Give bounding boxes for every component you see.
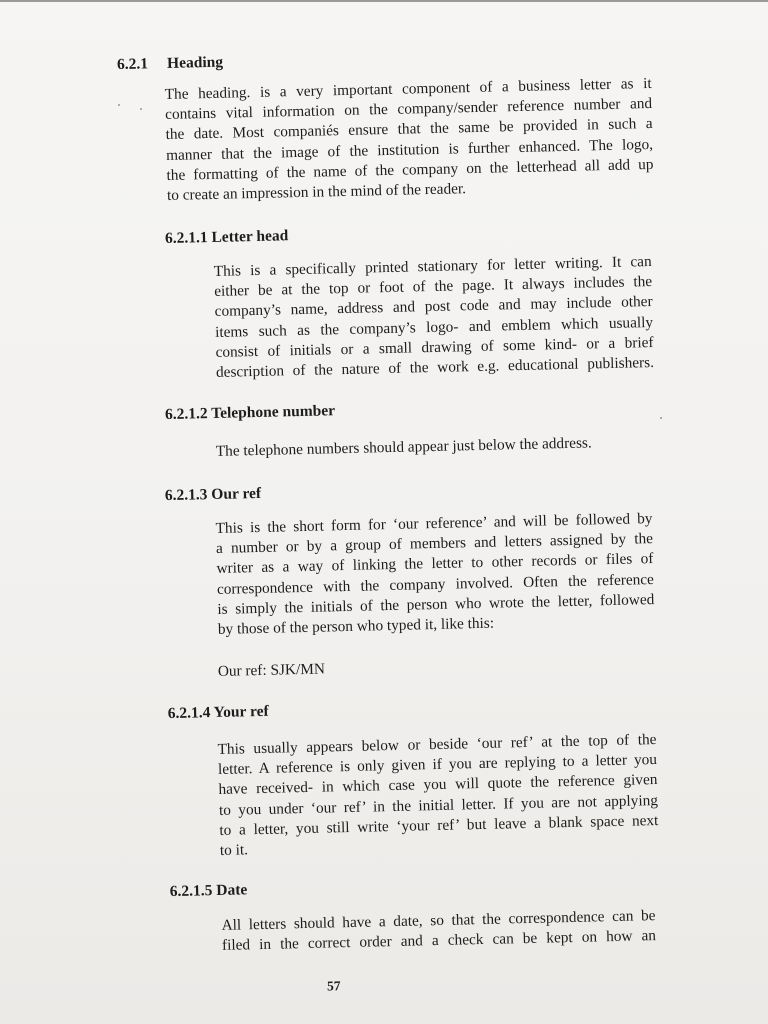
paragraph-line: company’s name, address and post code and may include other	[214, 293, 653, 321]
scan-speck	[660, 417, 662, 419]
subsection-heading-letter-head: 6.2.1.1 Letter head	[164, 227, 289, 248]
subsection-heading-our-ref: 6.2.1.3 Our ref	[164, 484, 262, 505]
paragraph-line: to it.	[219, 841, 249, 859]
our-ref-paragraph	[215, 509, 655, 640]
section-number: 6.2.1	[116, 55, 149, 74]
paragraph-line: filed in the correct order and a check can be kept on how an	[221, 927, 657, 955]
paragraph-line: This usually appears below or beside ‘our ref’ at the top of the	[217, 731, 657, 758]
paragraph-line: to create an impression in the mind of the reader.	[166, 180, 467, 204]
paragraph-line: All letters should have a date, so that the correspondence can be	[221, 907, 656, 934]
paragraph-line: letter. A reference is only given if you are replying to a letter you	[217, 751, 658, 779]
paragraph-line: This is the short form for ‘our reference’ and will be followed by	[215, 510, 653, 537]
letter-head-paragraph	[214, 252, 655, 383]
paragraph-line: writer as a way of linking the letter to other records or files of	[216, 550, 654, 578]
subsection-heading-date: 6.2.1.5 Date	[169, 881, 248, 901]
paragraph-line: is simply the initials of the person who wrote the letter, followed	[217, 590, 655, 618]
paragraph-line: have received- in which case you will quote the reference given	[218, 771, 658, 799]
paragraph-line: to you under ‘our ref’ in the initial letter. If you are not applying	[218, 791, 659, 819]
your-ref-paragraph	[217, 730, 659, 861]
subsection-heading-your-ref: 6.2.1.4 Your ref	[167, 702, 269, 723]
section-heading	[117, 54, 223, 74]
paragraph-line: manner that the image of the institution is further enhanced. The logo,	[165, 135, 654, 164]
intro-paragraph	[165, 74, 655, 206]
paragraph-line: description of the nature of the work e.g. educational publishers.	[215, 353, 655, 381]
paragraph-line: The heading. is a very important component of a business letter as it	[164, 74, 652, 104]
paragraph-line: correspondence with the company involved. Often the reference	[216, 570, 655, 598]
telephone-paragraph: The telephone numbers should appear just below the address.	[215, 434, 592, 460]
date-paragraph	[221, 906, 656, 956]
paragraph-line: a number or by a group of members and letters assigned by the	[215, 530, 654, 558]
paragraph-line: the formatting of the name of the company on the letterhead all add up	[166, 155, 654, 184]
paragraph-line: contains vital information on the company/sender reference number and	[165, 95, 653, 124]
our-ref-example: Our ref: SJK/MN	[217, 660, 326, 680]
paragraph-line: to a letter, you still write ‘your ref’ but leave a blank space next	[219, 811, 659, 839]
subsection-heading-telephone: 6.2.1.2 Telephone number	[164, 402, 336, 424]
section-title: Heading	[166, 53, 224, 72]
page-number: 57	[326, 978, 341, 994]
paragraph-line: either be at the top or foot of the page. It always includes the	[214, 273, 653, 301]
paragraph-line: the date. Most companiés ensure that the same be provided in such a	[165, 115, 653, 144]
scan-speck	[118, 104, 120, 106]
paragraph-line: consist of initials or a small drawing of some kind- or a brief	[215, 333, 654, 361]
scan-speck	[140, 108, 142, 110]
paragraph-line: This is a specifically printed stationary for letter writing. It can	[213, 253, 652, 280]
paragraph-line: items such as the company’s logo- and emblem which usually	[214, 313, 654, 341]
paragraph-line: by those of the person who typed it, like this:	[217, 614, 495, 638]
